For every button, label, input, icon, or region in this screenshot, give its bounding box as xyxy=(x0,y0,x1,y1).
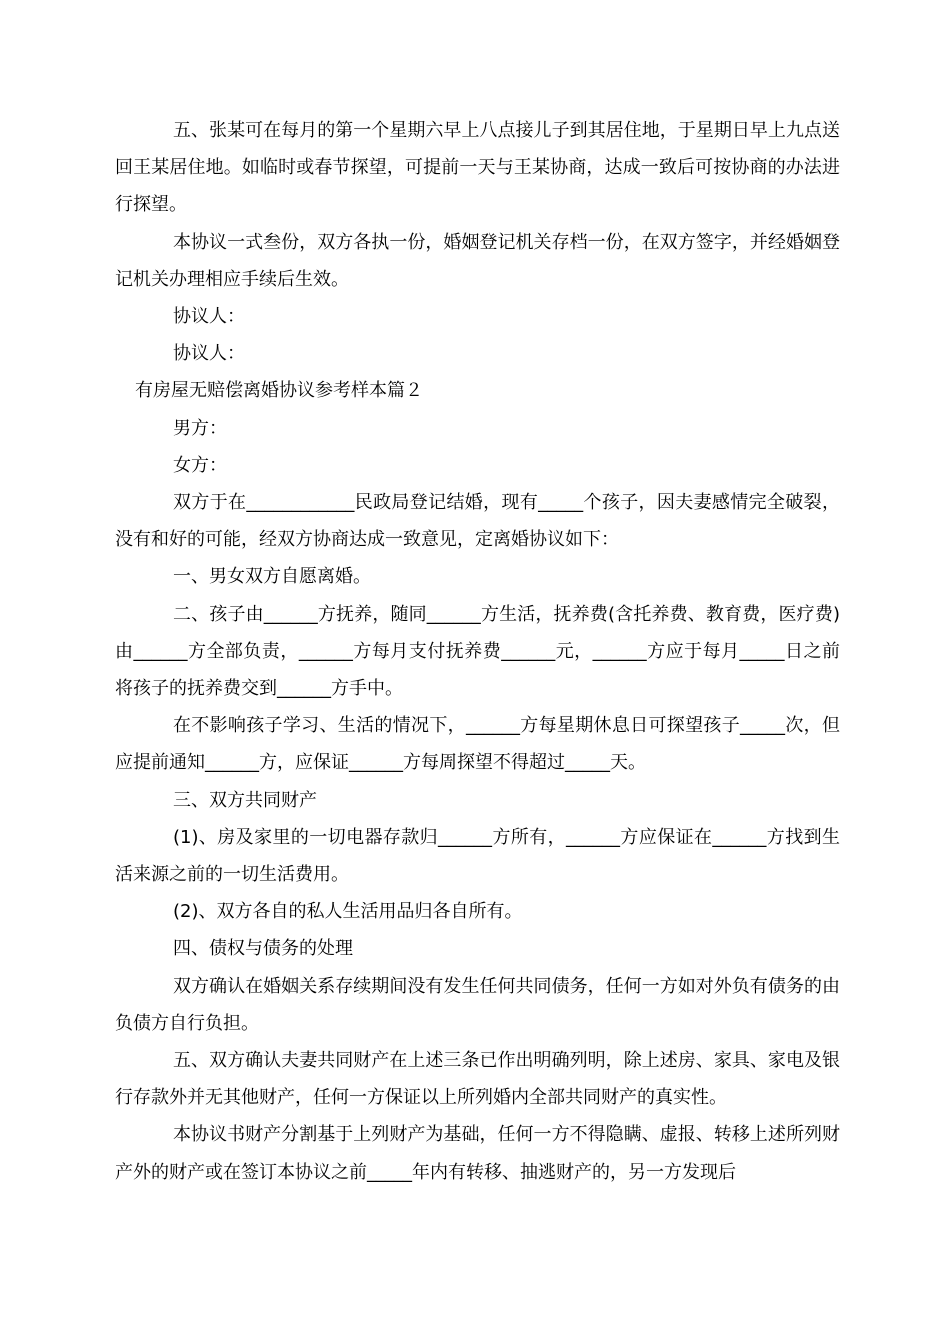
paragraph-signatory-2: 协议人： xyxy=(173,343,245,365)
paragraph-male-party: 男方： xyxy=(173,417,227,439)
paragraph-debt-handling: 双方确认在婚姻关系存续期间没有发生任何共同债务，任何一方如对外负有债务的由负债方自行负担。 xyxy=(115,975,840,1034)
paragraph-clause-3-heading: 三、双方共同财产 xyxy=(173,789,317,811)
paragraph-marriage-registration: 双方于在____________民政局登记结婚，现有_____个孩子，因夫妻感情完全破裂，没有和好的可能，经双方协商达成一致意见，定离婚协议如下： xyxy=(115,492,840,551)
paragraph-visitation-rights: 在不影响孩子学习、生活的情况下，______方每星期休息日可探望孩子_____次，但应提前通知______方，应保证______方每周探望不得超过_____天。 xyxy=(115,715,840,774)
paragraph-property-1: (1)、房及家里的一切电器存款归______方所有，______方应保证在______方找到生活来源之前的一切生活费用。 xyxy=(115,826,840,886)
section-title: 有房屋无赔偿离婚协议参考样本篇２ xyxy=(135,380,423,402)
paragraph-female-party: 女方： xyxy=(173,454,227,476)
paragraph-clause-4-heading: 四、债权与债务的处理 xyxy=(173,938,353,960)
paragraph-clause-1: 一、男女双方自愿离婚。 xyxy=(173,566,371,588)
paragraph-signatory-1: 协议人： xyxy=(173,306,245,328)
paragraph-agreement-copies: 本协议一式叁份，双方各执一份，婚姻登记机关存档一份，在双方签字，并经婚姻登记机关办理相应手续后生效。 xyxy=(115,231,840,290)
paragraph-property-division-basis: 本协议书财产分割基于上列财产为基础，任何一方不得隐瞒、虚报、转移上述所列财产外的财产或在签订本协议之前_____年内有转移、抽逃财产的，另一方发现后 xyxy=(115,1124,840,1183)
document-body xyxy=(115,112,840,1191)
paragraph-clause-5-assets: 五、双方确认夫妻共同财产在上述三条已作出明确列明，除上述房、家具、家电及银行存款外并无其他财产，任何一方保证以上所列婚内全部共同财产的真实性。 xyxy=(115,1050,840,1109)
paragraph-visitation-schedule: 五、张某可在每月的第一个星期六早上八点接儿子到其居住地，于星期日早上九点送回王某居住地。如临时或春节探望，可提前一天与王某协商，达成一致后可按协商的办法进行探望。 xyxy=(115,120,840,216)
paragraph-property-2: (2)、双方各自的私人生活用品归各自所有。 xyxy=(173,901,523,923)
paragraph-clause-2-custody: 二、孩子由______方抚养，随同______方生活，抚养费(含托养费、教育费，医疗费)由______方全部负责，______方每月支付抚养费______元，______方应于每月_____日之前将孩子的抚养费交到______方手中。 xyxy=(115,603,840,700)
